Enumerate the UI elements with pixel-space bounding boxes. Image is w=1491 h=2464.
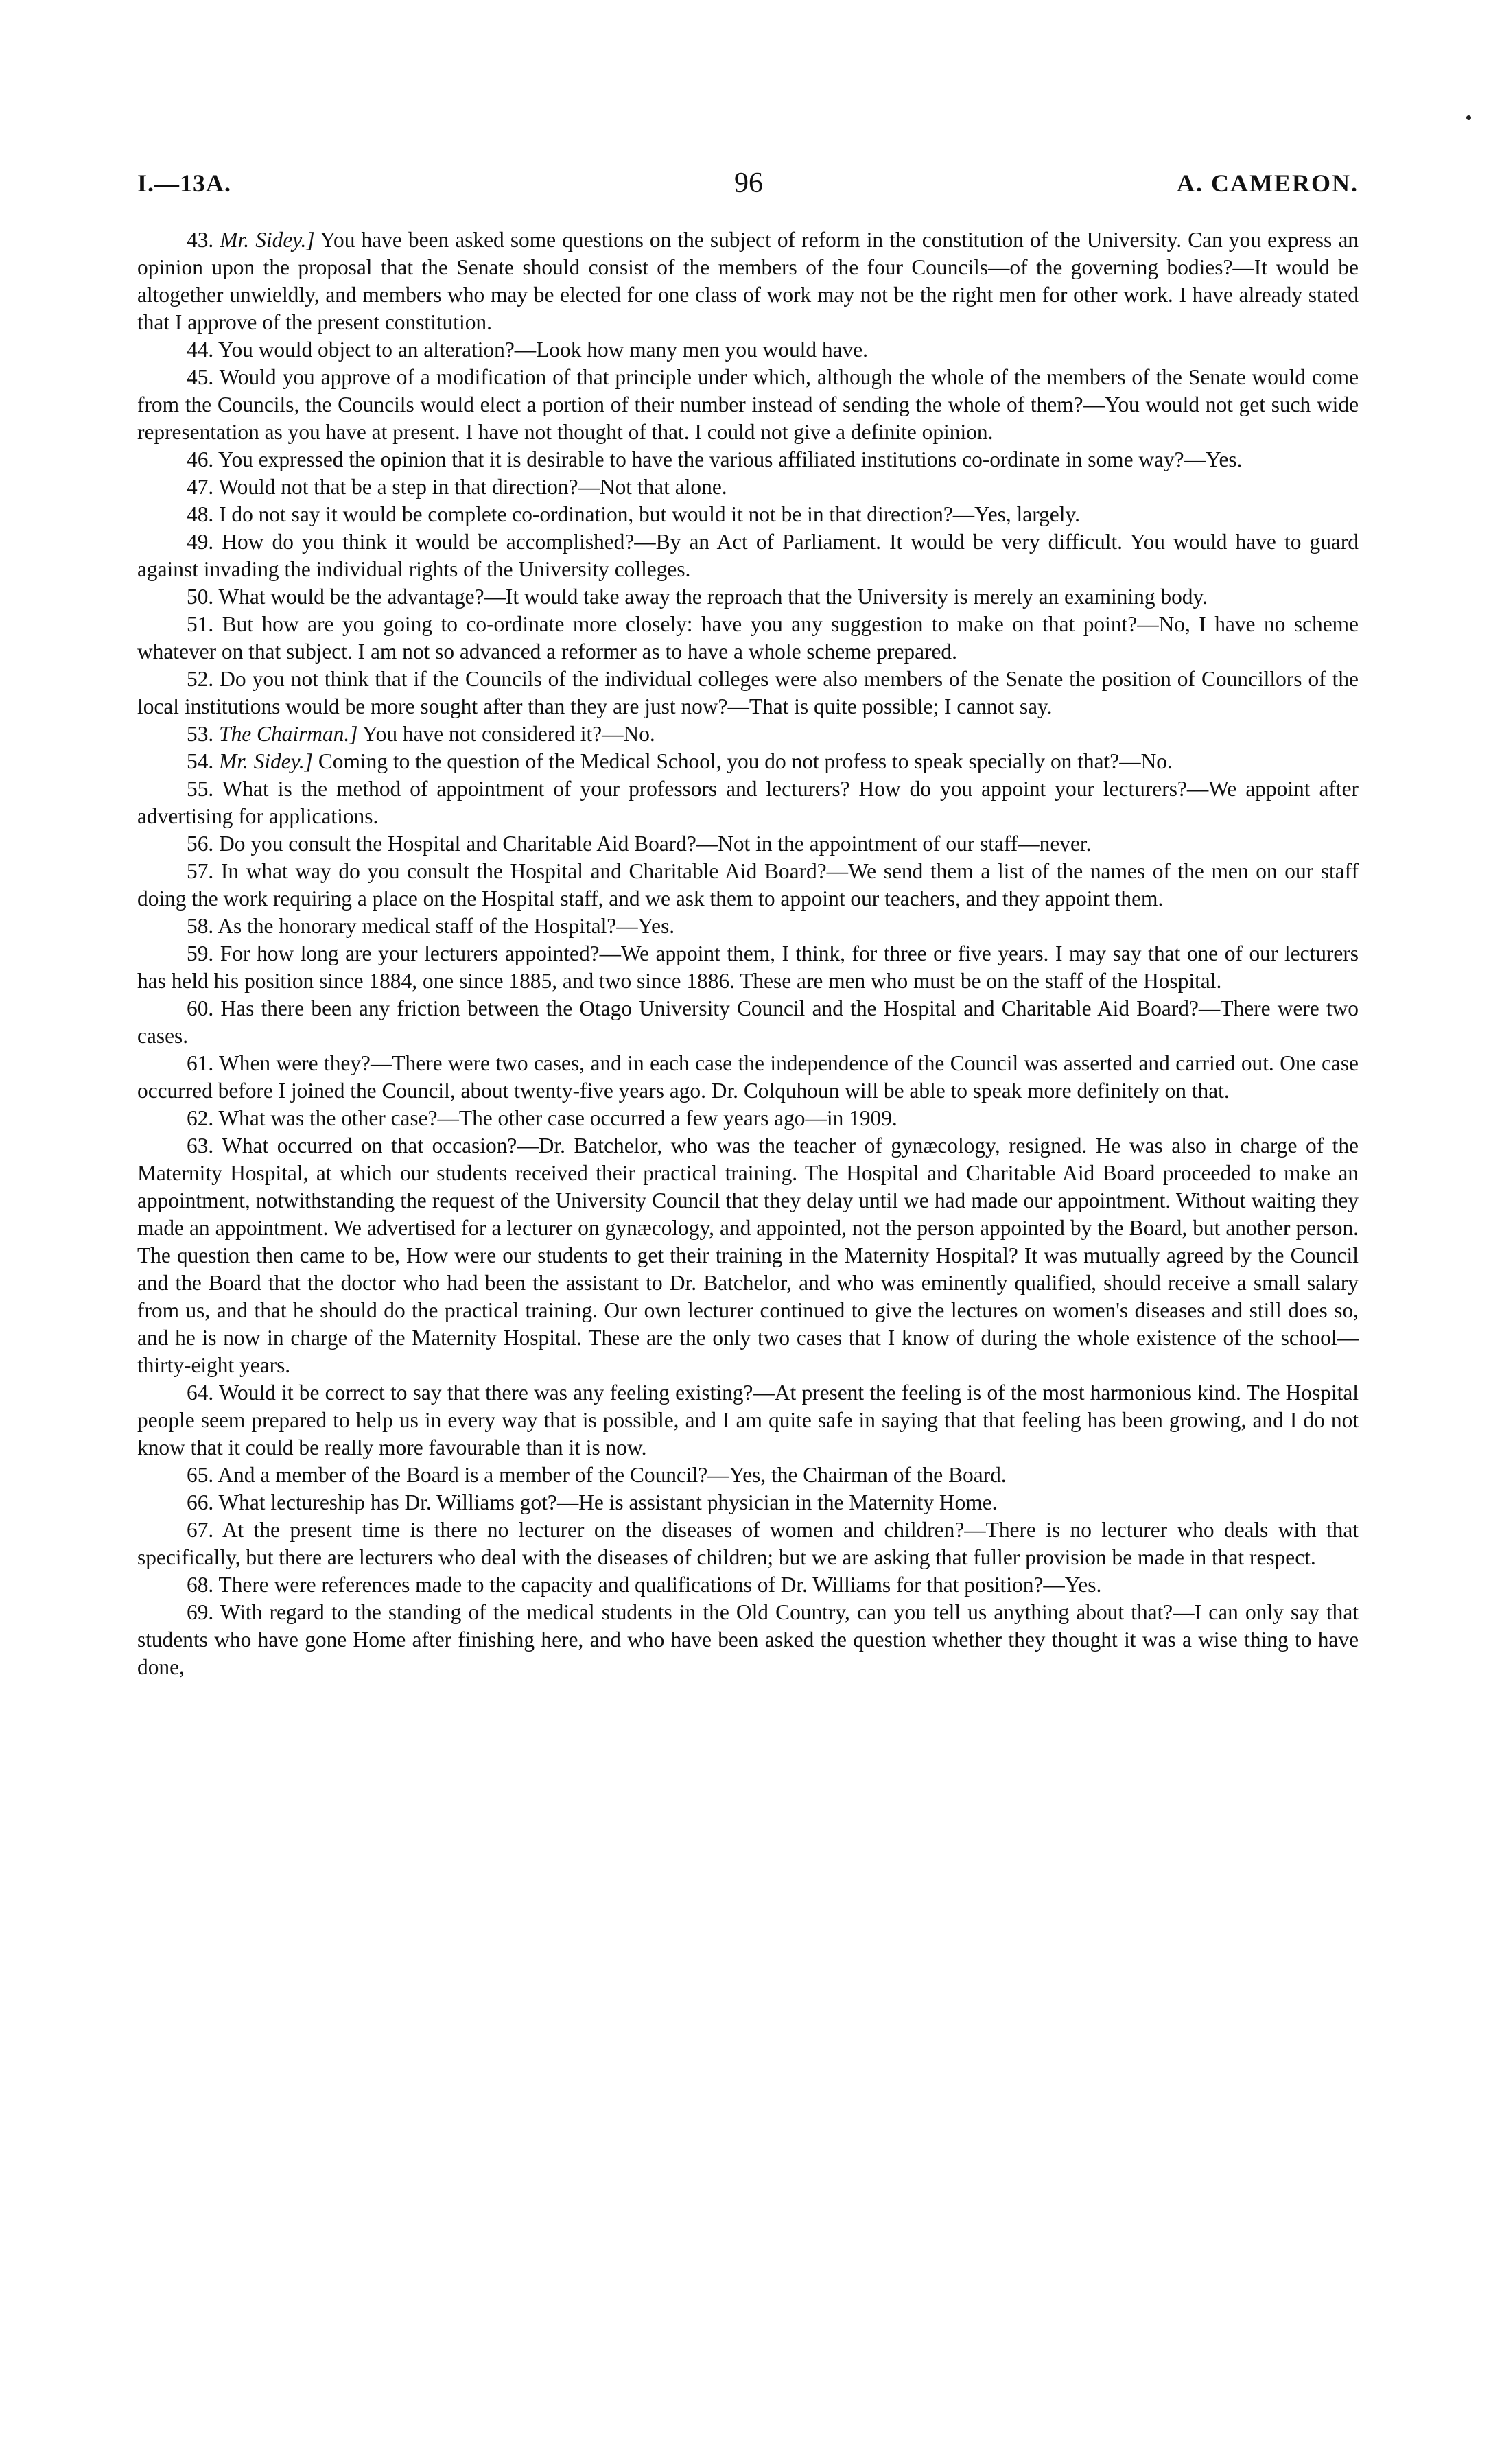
qa-paragraph bbox=[137, 748, 1359, 775]
paragraph-text: What was the other case?—The other case occurred a few years ago—in 1909. bbox=[218, 1106, 897, 1130]
paragraph-text: Would not that be a step in that direction?—Not that alone. bbox=[218, 475, 727, 499]
question-number: 52. bbox=[187, 667, 214, 691]
qa-paragraph bbox=[137, 1571, 1359, 1599]
qa-paragraph bbox=[137, 611, 1359, 666]
paragraph-text: Would it be correct to say that there was any feeling existing?—At present the feeling is of the most harmonious kind. The Hospital people seem prepared to help us in every way that is possible, and I am quite safe in saying that that feeling has been growing, and I do not know that it could be really more favourable than it is now. bbox=[137, 1381, 1359, 1459]
qa-paragraph bbox=[137, 446, 1359, 473]
paragraph-text: In what way do you consult the Hospital and Charitable Aid Board?—We send them a list of the names of the men on our staff doing the work requiring a place on the Hospital staff, and we ask them to appoint our teachers, and they appoint them. bbox=[137, 859, 1359, 911]
paragraph-text: Has there been any friction between the Otago University Council and the Hospital and Charitable Aid Board?—There were two cases. bbox=[137, 996, 1359, 1048]
qa-paragraph bbox=[137, 1050, 1359, 1105]
qa-paragraph bbox=[137, 1462, 1359, 1489]
paragraph-text: You expressed the opinion that it is desirable to have the various affiliated institutions co-ordinate in some way?—Yes. bbox=[218, 447, 1243, 471]
question-number: 53. bbox=[187, 722, 214, 746]
qa-paragraph bbox=[137, 1599, 1359, 1681]
question-number: 46. bbox=[187, 447, 214, 471]
qa-paragraph bbox=[137, 226, 1359, 336]
question-number: 63. bbox=[187, 1134, 214, 1158]
paragraph-text: And a member of the Board is a member of the Council?—Yes, the Chairman of the Board. bbox=[218, 1463, 1007, 1487]
question-number: 55. bbox=[187, 777, 214, 801]
paragraph-text: You would object to an alteration?—Look how many men you would have. bbox=[218, 338, 869, 362]
qa-paragraph bbox=[137, 336, 1359, 364]
paragraph-text: As the honorary medical staff of the Hospital?—Yes. bbox=[218, 914, 675, 938]
question-number: 54. bbox=[187, 749, 214, 773]
question-number: 59. bbox=[187, 941, 214, 965]
question-number: 60. bbox=[187, 996, 214, 1020]
qa-paragraph bbox=[137, 1489, 1359, 1516]
question-number: 44. bbox=[187, 338, 214, 362]
paragraph-text: Do you not think that if the Councils of the individual colleges were also members of the Senate the position of Councillors of the local institutions would be more sought after than they are just now?—That is quite possible; I cannot say. bbox=[137, 667, 1359, 718]
page-number: 96 bbox=[734, 167, 763, 199]
speaker-label: The Chairman.] bbox=[219, 722, 358, 746]
qa-paragraph bbox=[137, 858, 1359, 913]
question-number: 67. bbox=[187, 1518, 214, 1542]
page-header bbox=[137, 159, 1359, 207]
paragraph-text: You have not considered it?—No. bbox=[362, 722, 655, 746]
paragraph-text: What is the method of appointment of your professors and lecturers? How do you appoint your lecturers?—We appoint after advertising for applications. bbox=[137, 777, 1359, 828]
paragraph-text: What would be the advantage?—It would take away the reproach that the University is merely an examining body. bbox=[218, 585, 1208, 609]
evidence-text bbox=[137, 226, 1359, 1681]
paragraph-text: What occurred on that occasion?—Dr. Batchelor, who was the teacher of gynæcology, resigned. He was also in charge of the Maternity Hospital, at which our students received their practical training. The Hospital and Charitable Aid Board proceeded to make an appointment, notwithstanding the request of the University Council that they delay until we had made our appointment. Without waiting they made an appointment. We advertised for a lecturer on gynæcology, and appointed, not the person appointed by the Board, but another person. The question then came to be, How were our students to get their training in the Maternity Hospital? It was mutually agreed by the Council and the Board that the doctor who had been the assistant to Dr. Batchelor, and who was eminently qualified, should receive a small salary from us, and that he should do the practical training. Our own lecturer continued to give the lectures on women's diseases and still does so, and he is now in charge of the Maternity Hospital. These are the only two cases that I know of during the whole existence of the school—thirty-eight years. bbox=[137, 1134, 1359, 1377]
question-number: 65. bbox=[187, 1463, 214, 1487]
qa-paragraph bbox=[137, 1516, 1359, 1571]
speaker-label: Mr. Sidey.] bbox=[220, 228, 315, 252]
header-witness-name: A. CAMERON. bbox=[1177, 169, 1359, 197]
paragraph-text: Would you approve of a modification of that principle under which, although the whole of the members of the Senate would come from the Councils, the Councils would elect a portion of their number instead of sending the whole of them?—You would not get such wide representation as you have at present. I have not thought of that. I could not give a definite opinion. bbox=[137, 365, 1359, 444]
paragraph-text: At the present time is there no lecturer on the diseases of women and children?—There is no lecturer who deals with that specifically, but there are lecturers who deal with the diseases of children; but we are asking that fuller provision be made in that respect. bbox=[137, 1518, 1359, 1569]
paragraph-text: When were they?—There were two cases, and in each case the independence of the Council was asserted and carried out. One case occurred before I joined the Council, about twenty-five years ago. Dr. Colquhoun will be able to speak more definitely on that. bbox=[137, 1051, 1359, 1103]
paragraph-text: With regard to the standing of the medical students in the Old Country, can you tell us anything about that?—I can only say that students who have gone Home after finishing here, and who have been asked the question whether they thought it was a wise thing to have done, bbox=[137, 1600, 1359, 1679]
qa-paragraph bbox=[137, 666, 1359, 720]
qa-paragraph bbox=[137, 364, 1359, 446]
paragraph-text: What lectureship has Dr. Williams got?—He is assistant physician in the Maternity Home. bbox=[218, 1490, 998, 1514]
header-reference: I.—13A. bbox=[137, 169, 232, 197]
paragraph-text: Coming to the question of the Medical School, you do not profess to speak specially on that?—No. bbox=[318, 749, 1173, 773]
paragraph-text: You have been asked some questions on the subject of reform in the constitution of the University. Can you express an opinion upon the proposal that the Senate should consist of the members of the four Councils—of the governing bodies?—It would be altogether unwieldly, and members who may be elected for one class of work may not be the right men for other work. I have already stated that I approve of the present constitution. bbox=[137, 228, 1359, 334]
question-number: 50. bbox=[187, 585, 214, 609]
paragraph-text: For how long are your lecturers appointed?—We appoint them, I think, for three or five years. I may say that one of our lecturers has held his position since 1884, one since 1885, and two since 1886. These are men who must be on the staff of the Hospital. bbox=[137, 941, 1359, 993]
qa-paragraph bbox=[137, 583, 1359, 611]
question-number: 57. bbox=[187, 859, 214, 883]
qa-paragraph bbox=[137, 1132, 1359, 1379]
question-number: 64. bbox=[187, 1381, 214, 1405]
qa-paragraph bbox=[137, 940, 1359, 995]
page-speck bbox=[1466, 115, 1471, 120]
qa-paragraph bbox=[137, 473, 1359, 501]
qa-paragraph bbox=[137, 720, 1359, 748]
question-number: 49. bbox=[187, 530, 214, 554]
question-number: 69. bbox=[187, 1600, 214, 1624]
question-number: 43. bbox=[187, 228, 214, 252]
paragraph-text: I do not say it would be complete co-ordination, but would it not be in that direction?—Yes, largely. bbox=[219, 502, 1080, 526]
question-number: 51. bbox=[187, 612, 214, 636]
qa-paragraph bbox=[137, 830, 1359, 858]
paragraph-text: How do you think it would be accomplished?—By an Act of Parliament. It would be very difficult. You would have to guard against invading the individual rights of the University colleges. bbox=[137, 530, 1359, 581]
question-number: 47. bbox=[187, 475, 214, 499]
qa-paragraph bbox=[137, 775, 1359, 830]
qa-paragraph bbox=[137, 995, 1359, 1050]
question-number: 62. bbox=[187, 1106, 214, 1130]
speaker-label: Mr. Sidey.] bbox=[219, 749, 313, 773]
question-number: 66. bbox=[187, 1490, 214, 1514]
question-number: 58. bbox=[187, 914, 214, 938]
question-number: 45. bbox=[187, 365, 214, 389]
question-number: 56. bbox=[187, 832, 214, 856]
paragraph-text: Do you consult the Hospital and Charitable Aid Board?—Not in the appointment of our staff—never. bbox=[219, 832, 1092, 856]
qa-paragraph bbox=[137, 1379, 1359, 1462]
qa-paragraph bbox=[137, 913, 1359, 940]
qa-paragraph bbox=[137, 528, 1359, 583]
question-number: 68. bbox=[187, 1573, 214, 1597]
paragraph-text: There were references made to the capacity and qualifications of Dr. Williams for that position?—Yes. bbox=[218, 1573, 1102, 1597]
question-number: 61. bbox=[187, 1051, 214, 1075]
qa-paragraph bbox=[137, 1105, 1359, 1132]
qa-paragraph bbox=[137, 501, 1359, 528]
question-number: 48. bbox=[187, 502, 214, 526]
paragraph-text: But how are you going to co-ordinate more closely: have you any suggestion to make on that point?—No, I have no scheme whatever on that subject. I am not so advanced a reformer as to have a whole scheme prepared. bbox=[137, 612, 1359, 664]
